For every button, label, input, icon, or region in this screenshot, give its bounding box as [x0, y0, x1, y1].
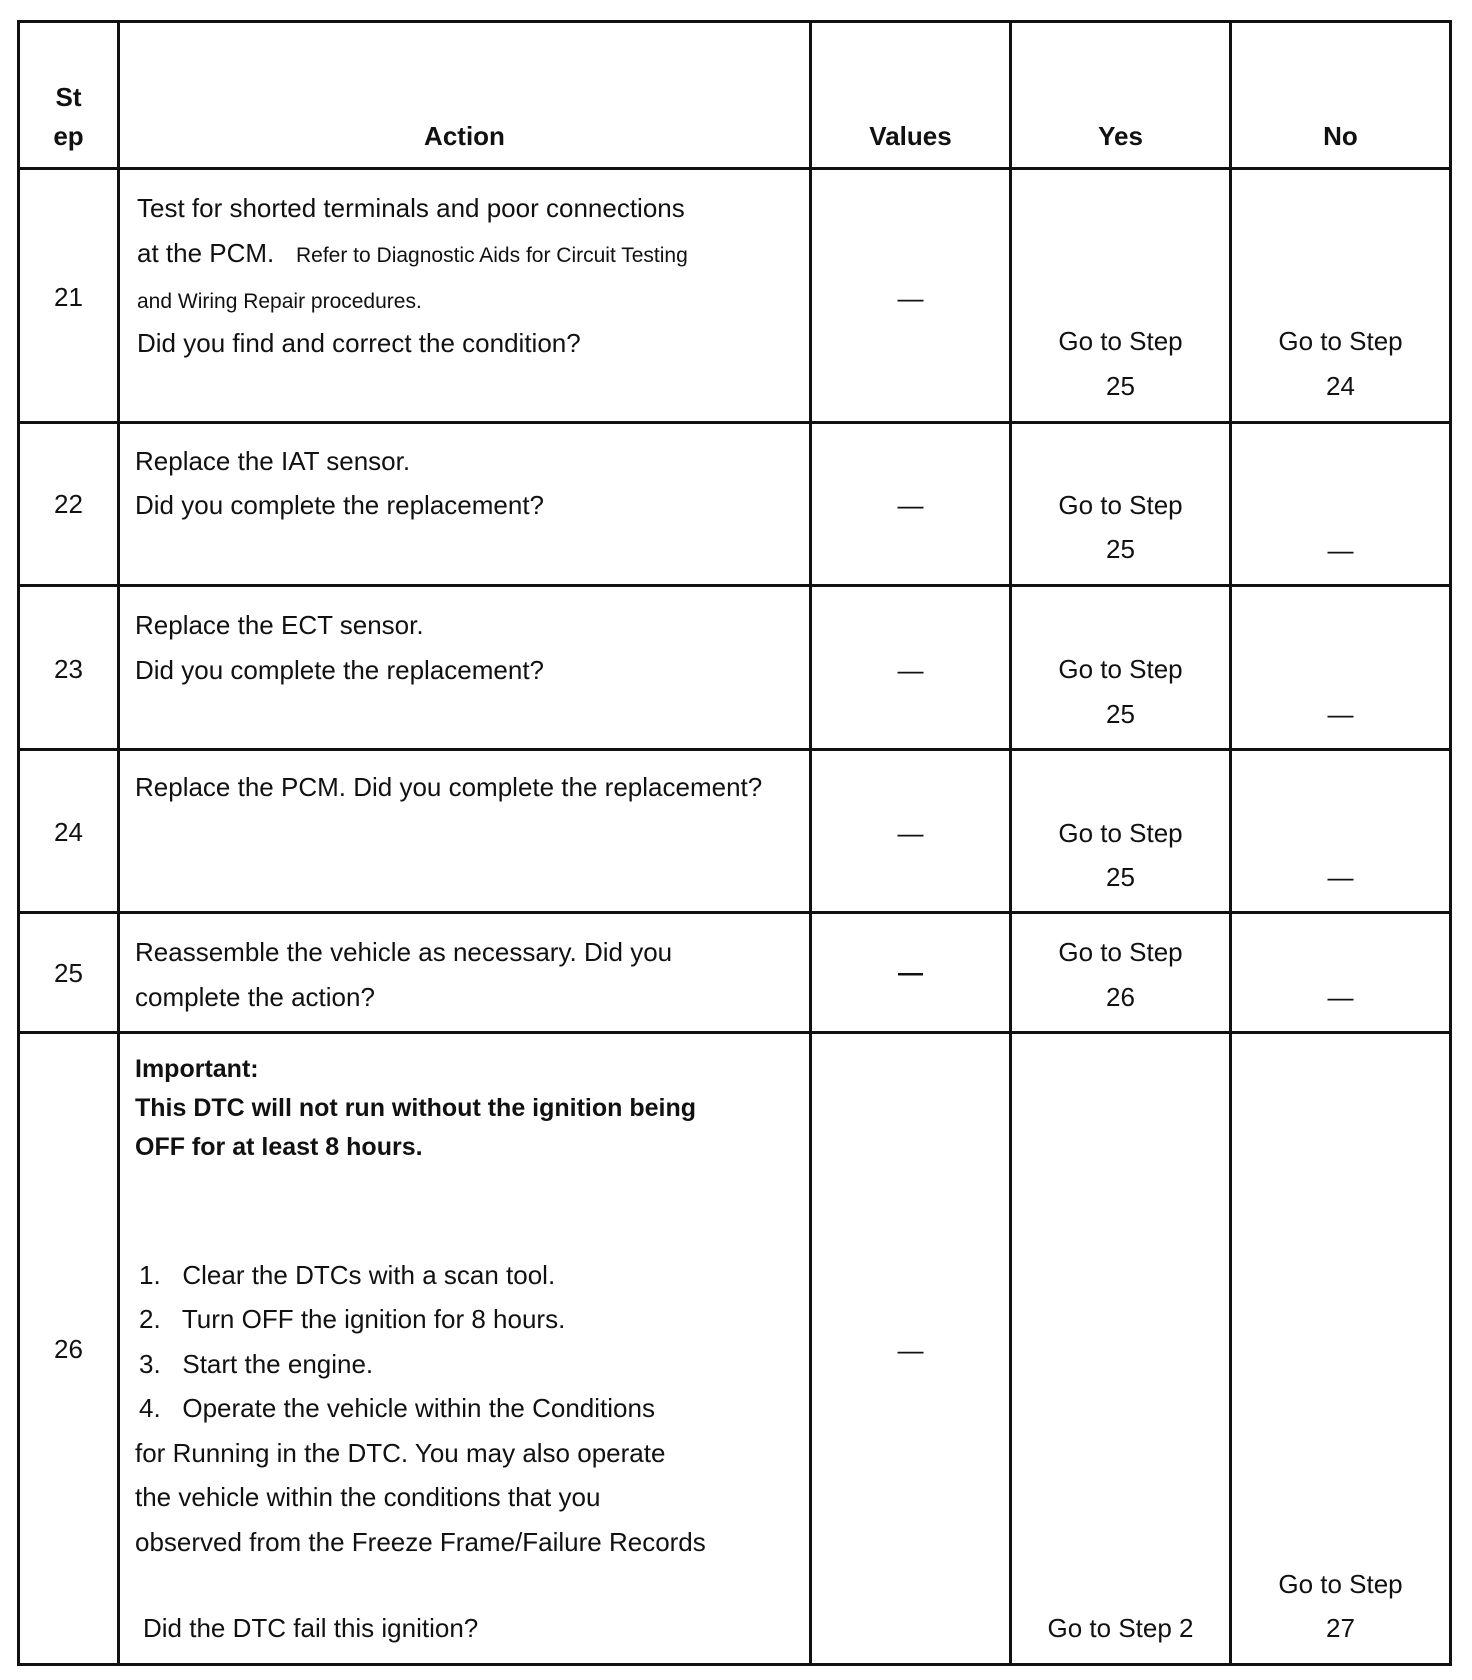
- step-number: 26: [54, 1334, 83, 1364]
- column-divider: [1229, 20, 1232, 1666]
- action-text: Replace the ECT sensor.: [135, 610, 424, 640]
- yes-link[interactable]: 25: [1106, 699, 1135, 729]
- values-dash: —: [897, 283, 924, 313]
- no-dash: —: [1327, 862, 1354, 892]
- table-border-right: [1449, 20, 1452, 1666]
- step-number: 25: [54, 958, 83, 988]
- no-dash: —: [1327, 535, 1354, 565]
- column-divider: [117, 20, 120, 1666]
- no-link[interactable]: Go to Step: [1278, 1569, 1403, 1599]
- table-border-top: [17, 20, 1452, 23]
- header-no: No: [1323, 121, 1358, 151]
- action-text: Refer to Diagnostic Aids for Circuit Testing: [296, 244, 688, 267]
- yes-link[interactable]: 26: [1106, 982, 1135, 1012]
- action-text: and Wiring Repair procedures.: [137, 290, 422, 313]
- values-dash: —: [897, 1335, 924, 1365]
- row-divider: [17, 1031, 1452, 1034]
- row-divider: [17, 167, 1452, 170]
- yes-link[interactable]: Go to Step: [1058, 654, 1183, 684]
- list-item: 2. Turn OFF the ignition for 8 hours.: [139, 1304, 566, 1334]
- yes-link[interactable]: 25: [1106, 534, 1135, 564]
- action-text: Replace the PCM. Did you complete the replacement?: [135, 772, 763, 802]
- action-text: complete the action?: [135, 982, 375, 1012]
- values-dash: —: [897, 655, 924, 685]
- yes-link[interactable]: Go to Step: [1058, 818, 1183, 848]
- header-values: Values: [869, 121, 952, 151]
- row-divider: [17, 421, 1452, 424]
- yes-link[interactable]: Go to Step: [1058, 490, 1183, 520]
- important-note: This DTC will not run without the ignition being: [135, 1094, 697, 1122]
- table-border-bottom: [17, 1663, 1452, 1666]
- values-dash: —: [898, 959, 923, 987]
- step-number: 23: [54, 654, 83, 684]
- header-yes: Yes: [1098, 121, 1143, 151]
- action-text: Test for shorted terminals and poor connections: [137, 193, 685, 223]
- values-dash: —: [897, 490, 924, 520]
- header-step-part2: ep: [53, 121, 84, 151]
- important-label: Important:: [135, 1055, 259, 1083]
- yes-link[interactable]: 25: [1106, 371, 1135, 401]
- no-dash: —: [1327, 699, 1354, 729]
- row-divider: [17, 584, 1452, 587]
- no-link[interactable]: 27: [1326, 1613, 1355, 1643]
- action-text: Did you complete the replacement?: [135, 655, 545, 685]
- important-note: OFF for at least 8 hours.: [135, 1133, 423, 1161]
- action-text: Did you find and correct the condition?: [137, 328, 581, 358]
- step-number: 24: [54, 817, 83, 847]
- action-text: Replace the IAT sensor.: [135, 446, 411, 476]
- yes-link[interactable]: Go to Step: [1058, 326, 1183, 356]
- action-text: Did you complete the replacement?: [135, 490, 545, 520]
- action-text: observed from the Freeze Frame/Failure Records: [135, 1527, 706, 1557]
- action-text: at the PCM.: [137, 238, 275, 268]
- values-dash: —: [897, 818, 924, 848]
- list-item: 1. Clear the DTCs with a scan tool.: [139, 1260, 556, 1290]
- list-item: 4. Operate the vehicle within the Conditions: [139, 1393, 655, 1423]
- yes-link[interactable]: Go to Step: [1058, 937, 1183, 967]
- step-number: 21: [54, 282, 83, 312]
- row-divider: [17, 911, 1452, 914]
- header-step-part1: St: [55, 82, 82, 112]
- header-action: Action: [424, 121, 505, 151]
- yes-link[interactable]: Go to Step 2: [1047, 1613, 1194, 1643]
- no-link[interactable]: 24: [1326, 371, 1355, 401]
- step-number: 22: [54, 489, 83, 519]
- action-text: for Running in the DTC. You may also operate: [135, 1438, 666, 1468]
- question-text: Did the DTC fail this ignition?: [143, 1613, 479, 1643]
- list-item: 3. Start the engine.: [139, 1349, 374, 1379]
- action-text: Reassemble the vehicle as necessary. Did you: [135, 937, 673, 967]
- action-text: the vehicle within the conditions that you: [135, 1482, 601, 1512]
- no-link[interactable]: Go to Step: [1278, 326, 1403, 356]
- no-dash: —: [1327, 982, 1354, 1012]
- yes-link[interactable]: 25: [1106, 862, 1135, 892]
- row-divider: [17, 748, 1452, 751]
